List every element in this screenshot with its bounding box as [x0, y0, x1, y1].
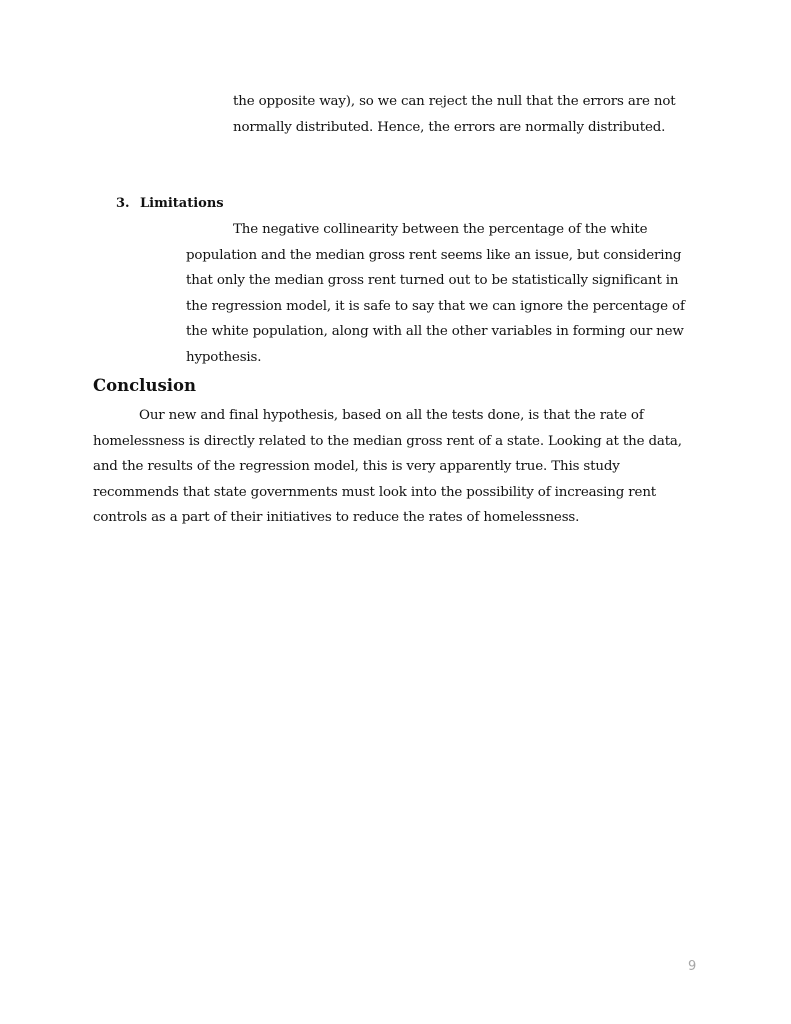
carryover-paragraph: the opposite way), so we can reject the null that the errors are not normally distributed. Hence, the errors are normally distributed.	[233, 94, 676, 135]
conclusion-paragraph: Our new and final hypothesis, based on all the tests done, is that the rate of homelessness is directly related to the median gross rent of a state. Looking at the data, and the results of the regression model, this is very apparently true. This study recommends that state governments must look into the possibility of increasing rent controls as a part of their initiatives to reduce the rates of homelessness.	[93, 408, 682, 526]
conclusion-heading: Conclusion	[93, 376, 197, 395]
section-title: Limitations	[140, 196, 224, 211]
section-number: 3.	[116, 196, 130, 211]
page-number: 9	[688, 959, 697, 974]
limitations-paragraph: The negative collinearity between the percentage of the white population and the median gross rent seems like an issue, but considering that only the median gross rent turned out to be statistically significant in the regression model, it is safe to say that we can ignore the percentage of the white population, along with all the other variables in forming our new hypothesis.	[186, 222, 685, 365]
